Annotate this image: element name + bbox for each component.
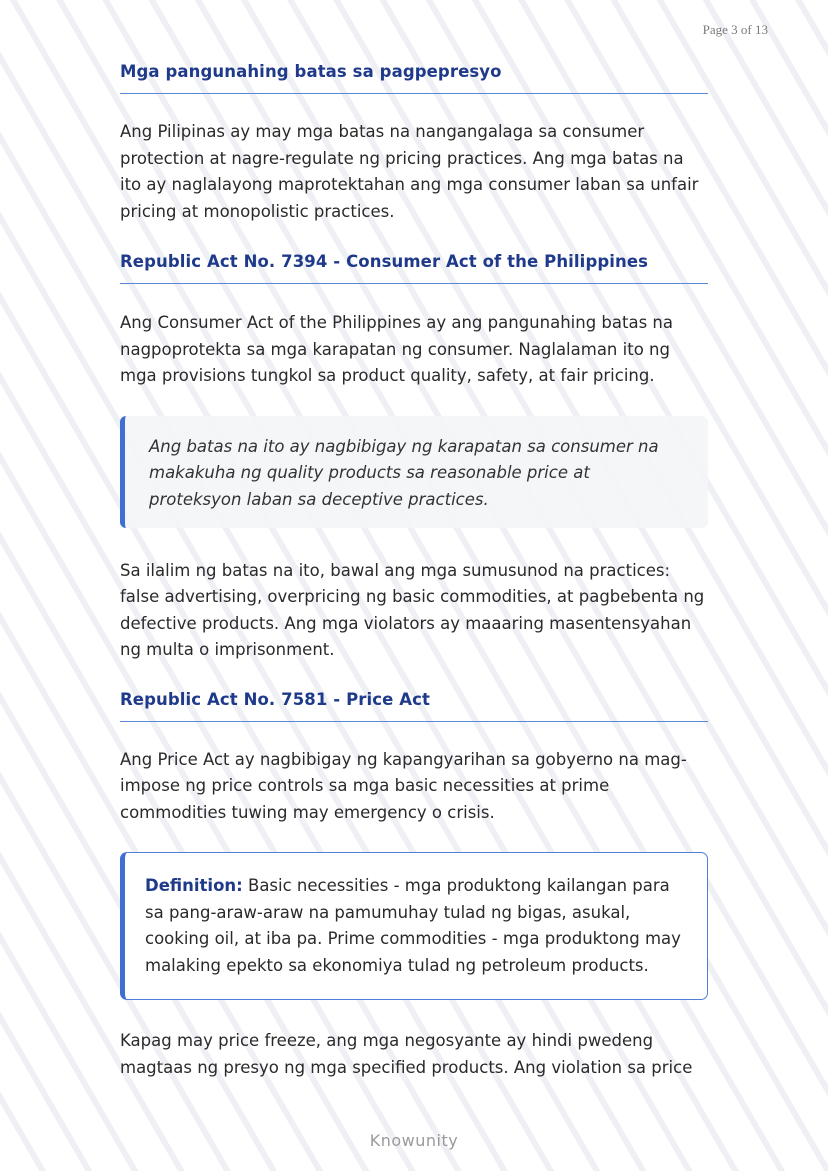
section-paragraph: Sa ilalim ng batas na ito, bawal ang mga sumusunod na practices: false advertising, overpricing ng basic commodities, at pagbebenta ng defective products. Ang mga violators ay maaaring masentensyahan ng multa o imprisonment.: [120, 560, 705, 659]
blockquote-text: Ang batas na ito ay nagbibigay ng karapatan sa consumer na makakuha ng quality products sa reasonable price at proteksyon laban sa deceptive practices.: [149, 436, 659, 509]
definition-text: [145, 873, 685, 979]
section-heading-pricing-laws: Mga pangunahing batas sa pagpepresyo: [120, 62, 708, 94]
footer-brand: Knowunity: [369, 1131, 459, 1150]
document-content: [120, 62, 708, 1081]
section-paragraph: Ang Pilipinas ay may mga batas na nangangalaga sa consumer protection at nagre-regulate ng pricing practices. Ang mga batas na ito ay naglalayong maprotektahan ang mga consumer laban sa unfair pricing at monopolistic practices.: [120, 122, 699, 221]
definition-box: [120, 852, 708, 1000]
definition-body: Basic necessities - mga produktong kailangan para sa pang-araw-araw na pamumuhay tulad ng bigas, asukal, cooking oil, at iba pa. Prime commodities - mga produktong may malaking epekto sa ekonomiya tulad ng petroleum products.: [145, 876, 681, 975]
section-heading-consumer-act: Republic Act No. 7394 - Consumer Act of the Philippines: [120, 252, 708, 284]
page-number: Page 3 of 13: [702, 22, 768, 37]
blockquote: [120, 416, 708, 528]
definition-term: Definition:: [145, 876, 243, 895]
section-heading-price-act: Republic Act No. 7581 - Price Act: [120, 690, 708, 722]
section-paragraph: Ang Price Act ay nagbibigay ng kapangyarihan sa gobyerno na mag-impose ng price controls sa mga basic necessities at prime commodities tuwing may emergency o crisis.: [120, 749, 687, 822]
section-paragraph: Kapag may price freeze, ang mga negosyante ay hindi pwedeng magtaas ng presyo ng mga specified products. Ang violation sa price: [120, 1031, 693, 1077]
section-paragraph: Ang Consumer Act of the Philippines ay ang pangunahing batas na nagpoprotekta sa mga karapatan ng consumer. Naglalaman ito ng mga provisions tungkol sa product quality, safety, at fair pricing.: [120, 313, 673, 385]
